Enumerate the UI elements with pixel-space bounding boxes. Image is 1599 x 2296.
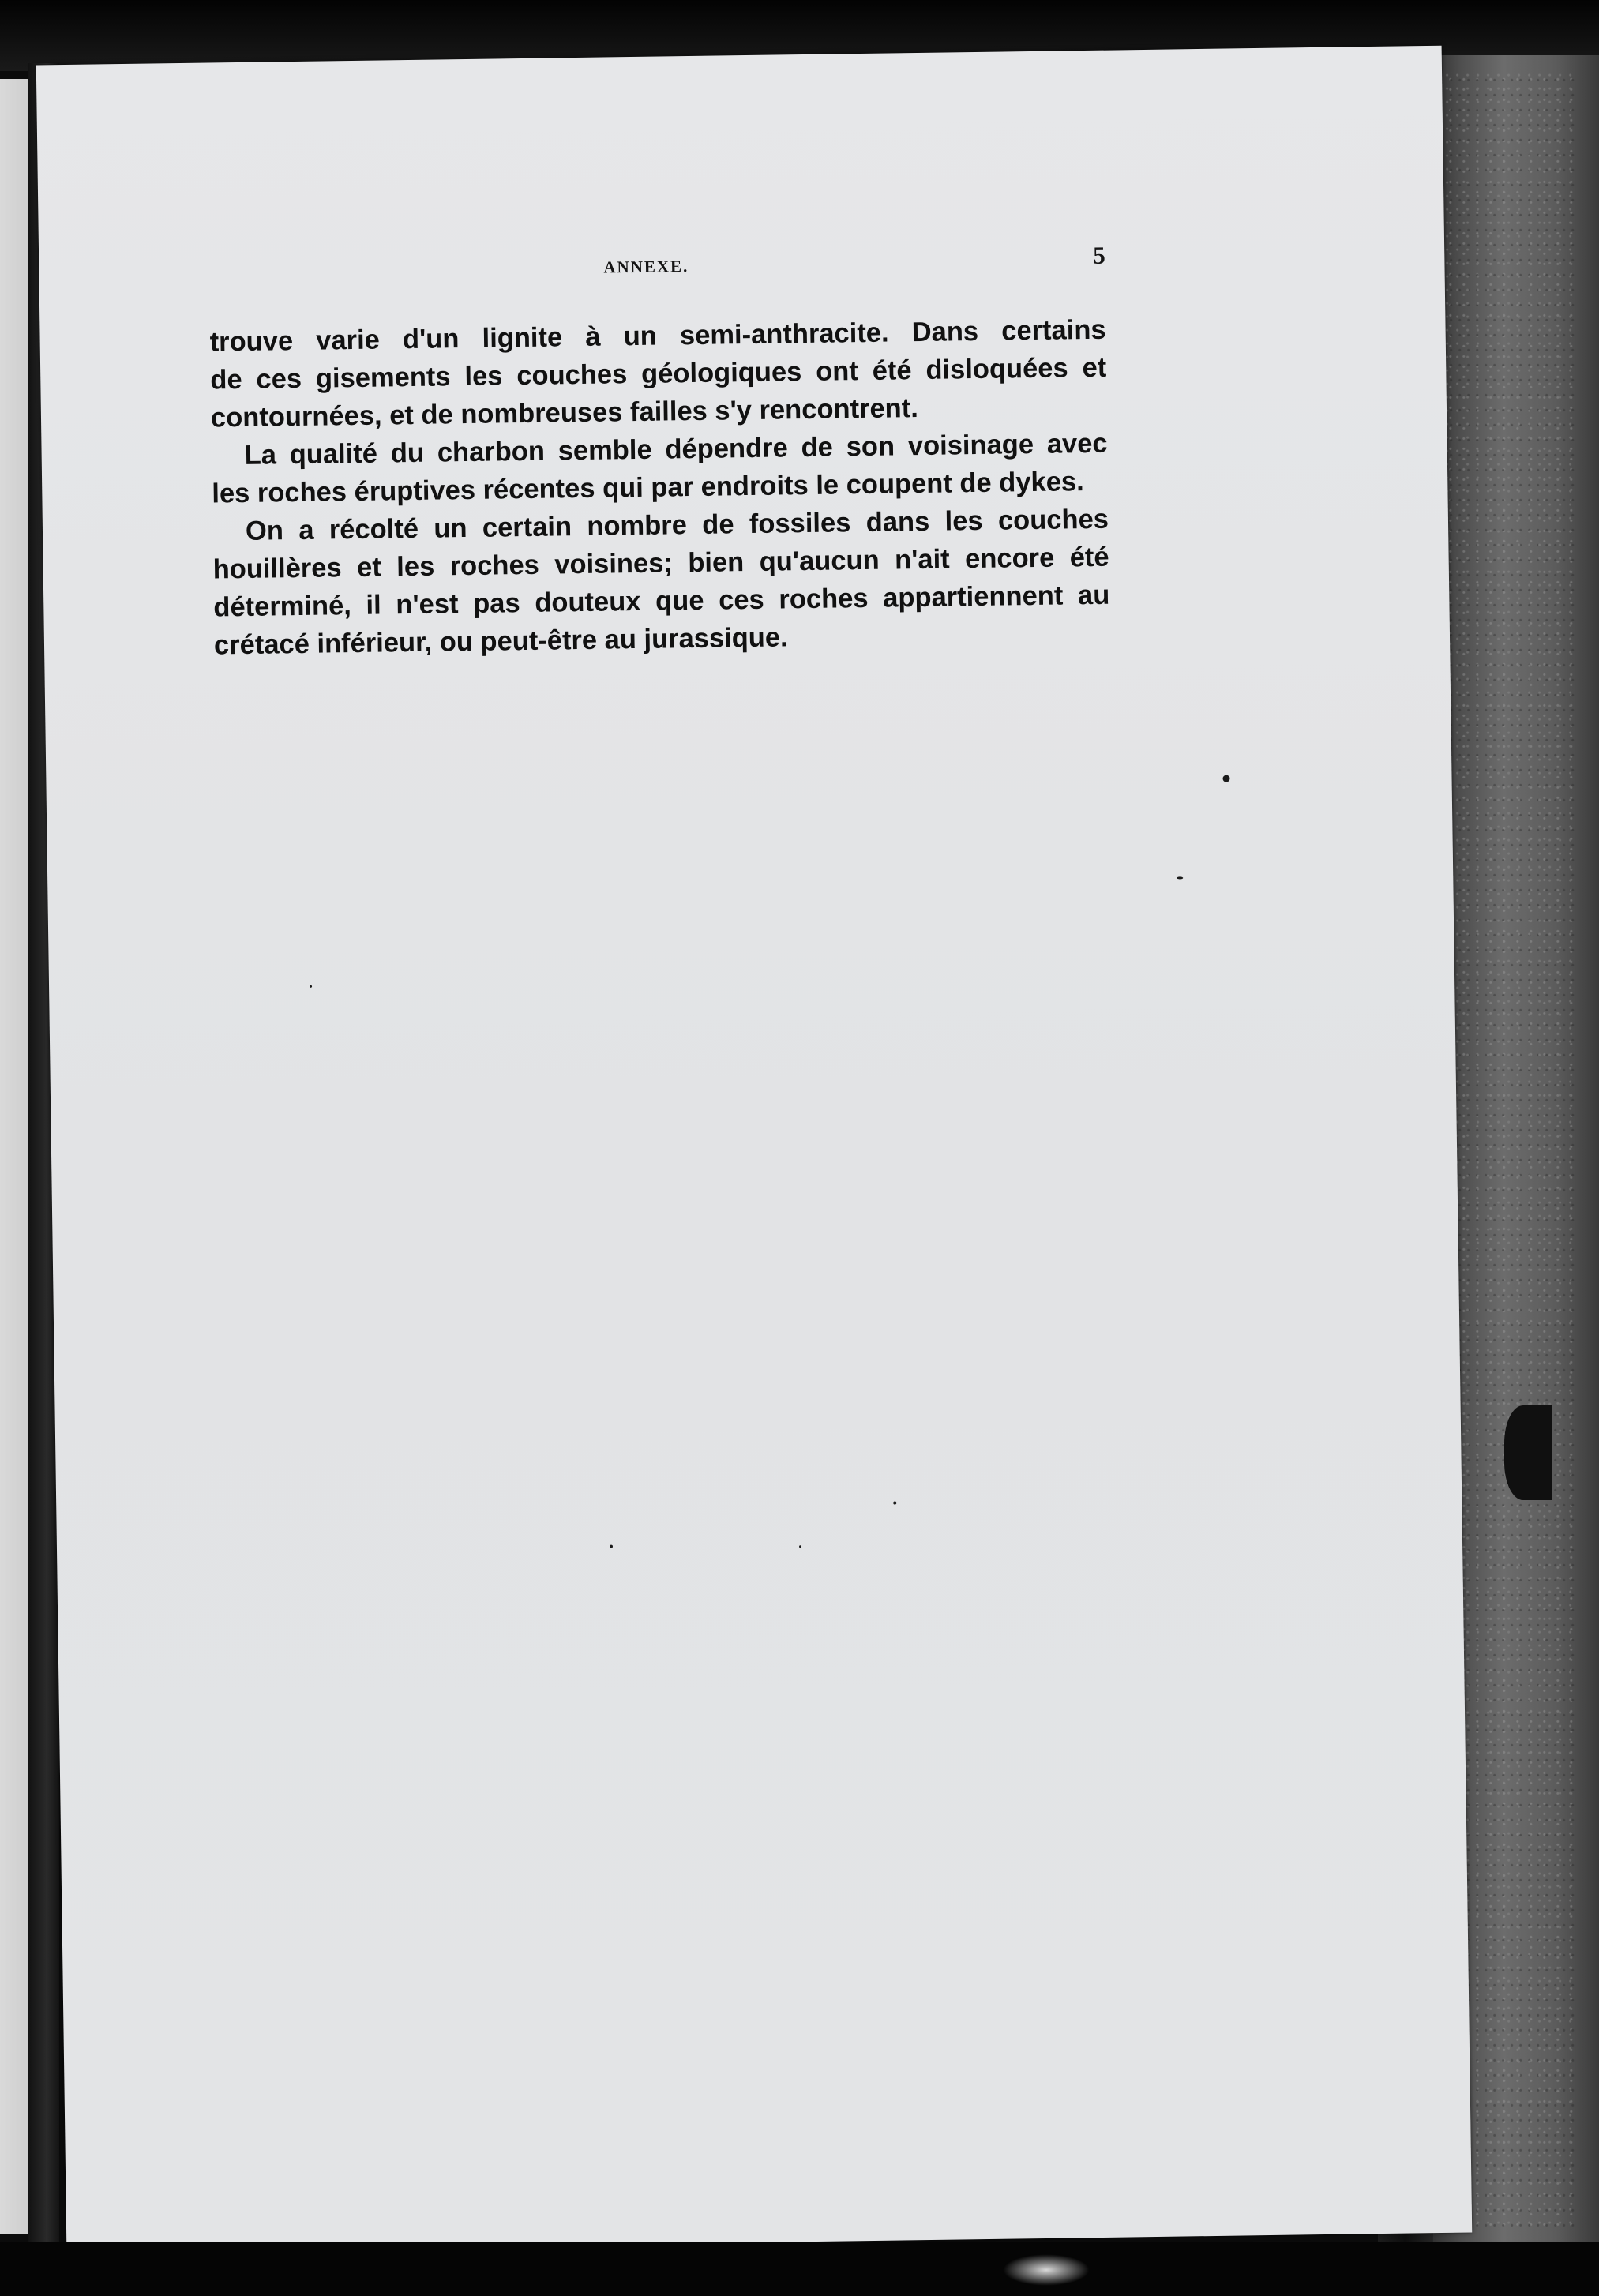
book-page [36, 46, 1473, 2253]
running-head-title: ANNEXE. [603, 257, 689, 277]
text-line: On a récolté un certain nombre de fossiles dans les couches [245, 504, 1109, 546]
scanner-light-glare [1003, 2254, 1090, 2286]
board-notch [1504, 1405, 1552, 1500]
dust-speck [799, 1545, 801, 1548]
text-line: trouve varie d'un lignite à un semi-anthracite. Dans certains [209, 314, 1106, 358]
paragraph-2 [211, 425, 1108, 513]
dust-speck [610, 1545, 613, 1548]
text-line: de ces gisements les couches géologiques ont été disloquées et [210, 352, 1107, 396]
body-text [209, 311, 1110, 665]
text-line: houillères et les roches voisines; bien qu'aucun n'ait encore été [212, 542, 1109, 585]
dust-speck [893, 1502, 896, 1505]
text-line: La qualité du charbon semble dépendre de son voisinage avec [244, 428, 1108, 471]
page-number: 5 [1092, 241, 1105, 269]
running-head [39, 241, 1444, 298]
dust-speck [1177, 876, 1183, 879]
text-line: déterminé, il n'est pas douteux que ces roches appartiennent au [213, 580, 1110, 623]
text-line: les roches éruptives récentes qui par endroits le coupent de dykes. [212, 467, 1084, 509]
dust-speck [1222, 775, 1229, 782]
dust-speck [310, 985, 312, 988]
scanner-bed-bottom [0, 2242, 1599, 2296]
text-line: crétacé inférieur, ou peut-être au jurassique. [213, 622, 788, 661]
paragraph-3 [212, 501, 1111, 665]
previous-page-edge [0, 79, 28, 2234]
text-line: contournées, et de nombreuses failles s'y rencontrent. [210, 393, 919, 433]
paragraph-1 [209, 311, 1107, 437]
